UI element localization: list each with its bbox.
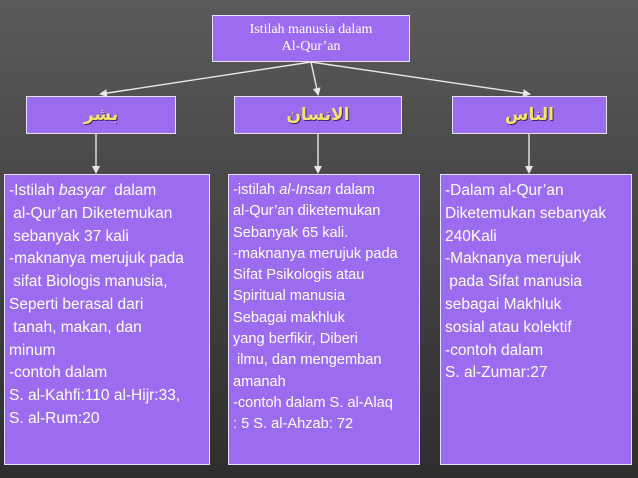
detail-line: [233, 244, 419, 265]
arrow-root-to-center: [311, 62, 318, 94]
detail-text: Sebanyak 65 kali.: [233, 224, 349, 241]
category-an-nas: [452, 96, 607, 134]
category-al-insan: [234, 96, 402, 134]
detail-line: [9, 340, 209, 363]
detail-line: [233, 414, 419, 435]
detail-line: [233, 393, 419, 414]
detail-text: tanah, makan, dan: [9, 318, 142, 336]
detail-line: [9, 294, 209, 317]
detail-line: [233, 372, 419, 393]
detail-line: [9, 271, 209, 294]
detail-line: [233, 286, 419, 307]
detail-text: -Istilah: [9, 182, 59, 199]
detail-line: [445, 203, 631, 226]
detail-box-basyar: [4, 174, 210, 465]
detail-text: S. al-Kahfi:110 al-Hijr:33,: [9, 387, 181, 405]
detail-line: [233, 308, 419, 329]
detail-text: -contoh dalam: [445, 341, 544, 359]
detail-line: [233, 265, 419, 286]
detail-line: [445, 248, 631, 271]
detail-text: sosial atau kolektif: [445, 318, 572, 336]
root-title-line-1: Istilah manusia dalam: [249, 22, 373, 37]
detail-text: -Dalam al-Qur’an: [445, 182, 564, 199]
detail-text: Sebagai makhluk: [233, 309, 345, 326]
detail-line: [445, 317, 631, 340]
detail-text: amanah: [233, 373, 286, 390]
detail-line: [9, 180, 209, 203]
detail-line: [9, 248, 209, 271]
detail-term: basyar: [58, 182, 106, 199]
detail-text: dalam: [105, 182, 157, 199]
detail-text: 240Kali: [445, 227, 497, 245]
detail-line: [9, 385, 209, 408]
detail-box-al-insan: [228, 174, 420, 465]
detail-line: [445, 271, 631, 294]
detail-text: sebanyak 37 kali: [9, 227, 129, 245]
category-label: بشر: [83, 105, 119, 125]
detail-line: [9, 226, 209, 249]
detail-line: [445, 362, 631, 385]
detail-text: -istilah: [233, 182, 280, 198]
detail-text: -maknanya merujuk pada: [9, 250, 184, 268]
detail-text: -Maknanya merujuk: [445, 250, 582, 268]
detail-text: pada Sifat manusia: [445, 273, 583, 291]
detail-text: Diketemukan sebanyak: [445, 204, 607, 222]
detail-line: [233, 201, 419, 222]
detail-line: [445, 226, 631, 249]
detail-text: -contoh dalam: [9, 364, 108, 382]
detail-text: Sifat Psikologis atau: [233, 267, 365, 284]
detail-text: Seperti berasal dari: [9, 295, 144, 313]
arrow-root-to-right: [311, 62, 529, 94]
detail-line: [233, 180, 419, 201]
detail-box-an-nas: [440, 174, 632, 465]
root-node: [212, 15, 410, 62]
category-basyar: [26, 96, 176, 134]
detail-line: [233, 350, 419, 371]
detail-text: -maknanya merujuk pada: [233, 245, 398, 262]
category-label: الناس: [505, 105, 554, 125]
detail-line: [9, 203, 209, 226]
detail-line: [233, 329, 419, 350]
detail-text: sebagai Makhluk: [445, 295, 562, 313]
detail-text: S. al-Rum:20: [9, 409, 100, 427]
arrow-root-to-left: [101, 62, 311, 94]
detail-text: dalam: [331, 182, 375, 198]
detail-line: [233, 223, 419, 244]
detail-line: [9, 362, 209, 385]
detail-text: al-Qur’an Diketemukan: [9, 204, 173, 222]
detail-line: [9, 408, 209, 431]
detail-text: sifat Biologis manusia,: [9, 273, 168, 291]
detail-text: S. al-Zumar:27: [445, 364, 548, 382]
detail-line: [445, 294, 631, 317]
detail-line: [9, 317, 209, 340]
detail-text: al-Qur’an diketemukan: [233, 203, 381, 220]
root-title-line-2: Al-Qur’an: [281, 39, 341, 54]
detail-text: yang berfikir, Diberi: [233, 331, 358, 348]
detail-text: -contoh dalam S. al-Alaq: [233, 394, 393, 411]
category-label: الانسان: [286, 105, 350, 125]
detail-text: ilmu, dan mengemban: [233, 352, 382, 369]
detail-text: minum: [9, 341, 56, 359]
detail-line: [445, 340, 631, 363]
detail-line: [445, 180, 631, 203]
detail-text: : 5 S. al-Ahzab: 72: [233, 416, 354, 433]
detail-term: al-Insan: [279, 182, 332, 198]
detail-text: Spiritual manusia: [233, 288, 345, 305]
